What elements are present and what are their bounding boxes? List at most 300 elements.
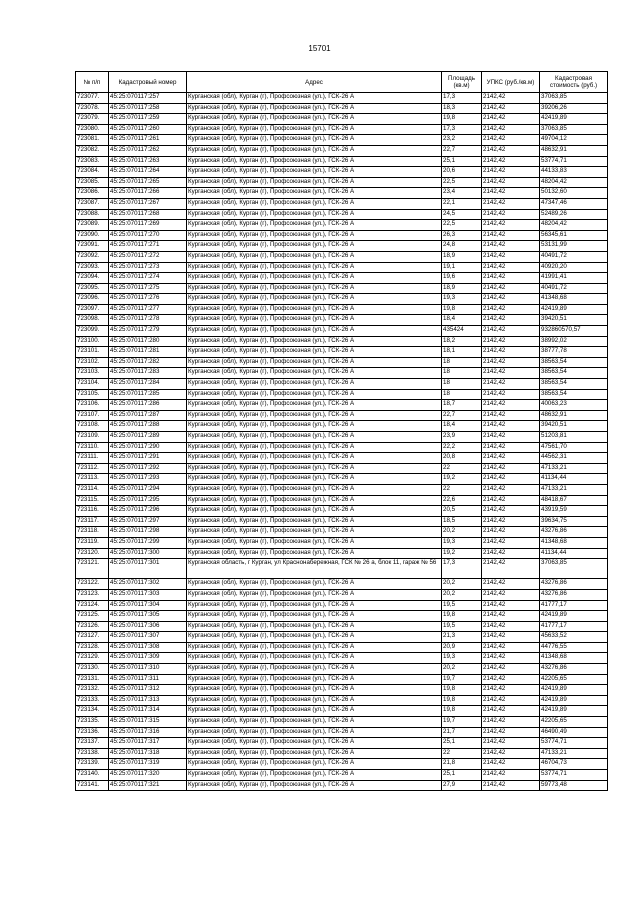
area-cell: 18 [442, 379, 482, 390]
table-row [76, 273, 608, 284]
address-cell: Курганская (обл), Курган (г), Профсоюзная (ул.), ГСК-26 А [187, 474, 442, 485]
table-row [76, 589, 608, 600]
cadastral-number-cell: 45:25:070117:273 [109, 262, 187, 273]
cadastral-number-cell: 45:25:070117:311 [109, 674, 187, 685]
address-cell: Курганская (обл), Курган (г), Профсоюзная (ул.), ГСК-26 А [187, 145, 442, 156]
area-cell: 19,5 [442, 621, 482, 632]
cadastral-number-cell: 45:25:070117:306 [109, 621, 187, 632]
table-row [76, 463, 608, 474]
area-cell: 18,7 [442, 400, 482, 411]
cadastral-value-cell: 42419,89 [540, 685, 608, 696]
address-cell: Курганская (обл), Курган (г), Профсоюзная (ул.), ГСК-26 А [187, 674, 442, 685]
address-cell: Курганская (обл), Курган (г), Профсоюзная (ул.), ГСК-26 А [187, 124, 442, 135]
table-row [76, 600, 608, 611]
cadastral-value-cell: 45633,52 [540, 632, 608, 643]
address-cell: Курганская (обл), Курган (г), Профсоюзная (ул.), ГСК-26 А [187, 93, 442, 104]
upks-cell: 2142,42 [482, 273, 540, 284]
table-row [76, 537, 608, 548]
cadastral-value-cell: 43276,86 [540, 589, 608, 600]
table-row [76, 548, 608, 559]
cadastral-value-cell: 42419,89 [540, 706, 608, 717]
cadastral-value-cell: 53774,71 [540, 738, 608, 749]
address-cell: Курганская (обл), Курган (г), Профсоюзная (ул.), ГСК-26 А [187, 326, 442, 337]
address-cell: Курганская (обл), Курган (г), Профсоюзная (ул.), ГСК-26 А [187, 294, 442, 305]
cadastral-value-cell: 41777,17 [540, 621, 608, 632]
table-row [76, 674, 608, 685]
upks-cell: 2142,42 [482, 621, 540, 632]
row-number-cell: 723110. [76, 442, 109, 453]
row-number-cell: 723119. [76, 537, 109, 548]
cadastral-value-cell: 46490,49 [540, 727, 608, 738]
area-cell: 23,2 [442, 135, 482, 146]
table-row [76, 442, 608, 453]
table-row [76, 527, 608, 538]
cadastral-number-cell: 45:25:070117:283 [109, 368, 187, 379]
cadastral-number-cell: 45:25:070117:313 [109, 695, 187, 706]
area-cell: 20,8 [442, 453, 482, 464]
cadastral-number-cell: 45:25:070117:276 [109, 294, 187, 305]
cadastral-number-cell: 45:25:070117:291 [109, 453, 187, 464]
table-row [76, 283, 608, 294]
upks-cell: 2142,42 [482, 453, 540, 464]
cadastral-number-cell: 45:25:070117:266 [109, 188, 187, 199]
upks-cell: 2142,42 [482, 695, 540, 706]
area-cell: 22,1 [442, 198, 482, 209]
upks-cell: 2142,42 [482, 653, 540, 664]
row-number-cell: 723106. [76, 400, 109, 411]
row-number-cell: 723096. [76, 294, 109, 305]
cadastral-number-cell: 45:25:070117:263 [109, 156, 187, 167]
row-number-cell: 723098. [76, 315, 109, 326]
address-cell: Курганская (обл), Курган (г), Профсоюзная (ул.), ГСК-26 А [187, 770, 442, 781]
area-cell: 19,6 [442, 273, 482, 284]
address-cell: Курганская (обл), Курган (г), Профсоюзная (ул.), ГСК-26 А [187, 717, 442, 728]
area-cell: 21,7 [442, 727, 482, 738]
cadastral-number-cell: 45:25:070117:301 [109, 559, 187, 579]
row-number-cell: 723138. [76, 748, 109, 759]
row-number-cell: 723134. [76, 706, 109, 717]
address-cell: Курганская (обл), Курган (г), Профсоюзная (ул.), ГСК-26 А [187, 336, 442, 347]
area-cell: 19,8 [442, 685, 482, 696]
row-number-cell: 723103. [76, 368, 109, 379]
cadastral-number-cell: 45:25:070117:279 [109, 326, 187, 337]
upks-cell: 2142,42 [482, 400, 540, 411]
upks-cell: 2142,42 [482, 198, 540, 209]
table-row [76, 379, 608, 390]
row-number-cell: 723088. [76, 209, 109, 220]
area-cell: 19,8 [442, 611, 482, 622]
cadastral-number-cell: 45:25:070117:282 [109, 357, 187, 368]
upks-cell: 2142,42 [482, 114, 540, 125]
cadastral-value-cell: 41348,68 [540, 653, 608, 664]
cadastral-number-cell: 45:25:070117:302 [109, 579, 187, 590]
cadastral-value-cell: 41134,44 [540, 548, 608, 559]
row-number-cell: 723108. [76, 421, 109, 432]
row-number-cell: 723083. [76, 156, 109, 167]
cadastral-number-cell: 45:25:070117:280 [109, 336, 187, 347]
row-number-cell: 723090. [76, 230, 109, 241]
address-cell: Курганская (обл), Курган (г), Профсоюзная (ул.), ГСК-26 А [187, 537, 442, 548]
address-cell: Курганская (обл), Курган (г), Профсоюзная (ул.), ГСК-26 А [187, 241, 442, 252]
upks-cell: 2142,42 [482, 230, 540, 241]
upks-cell: 2142,42 [482, 167, 540, 178]
area-cell: 24,5 [442, 209, 482, 220]
table-row [76, 421, 608, 432]
cadastral-number-cell: 45:25:070117:320 [109, 770, 187, 781]
row-number-cell: 723081. [76, 135, 109, 146]
cadastral-number-cell: 45:25:070117:274 [109, 273, 187, 284]
area-cell: 19,8 [442, 695, 482, 706]
cadastral-value-cell: 51203,81 [540, 432, 608, 443]
cadastral-value-cell: 48632,91 [540, 145, 608, 156]
table-row [76, 685, 608, 696]
cadastral-value-cell: 37063,85 [540, 124, 608, 135]
address-cell: Курганская (обл), Курган (г), Профсоюзная (ул.), ГСК-26 А [187, 283, 442, 294]
upks-cell: 2142,42 [482, 442, 540, 453]
row-number-cell: 723132. [76, 685, 109, 696]
upks-cell: 2142,42 [482, 506, 540, 517]
area-cell: 20,5 [442, 506, 482, 517]
table-row [76, 706, 608, 717]
table-row [76, 717, 608, 728]
address-cell: Курганская (обл), Курган (г), Профсоюзная (ул.), ГСК-26 А [187, 453, 442, 464]
address-cell: Курганская (обл), Курган (г), Профсоюзная (ул.), ГСК-26 А [187, 706, 442, 717]
upks-cell: 2142,42 [482, 589, 540, 600]
address-cell: Курганская (обл), Курган (г), Профсоюзная (ул.), ГСК-26 А [187, 103, 442, 114]
cadastral-number-cell: 45:25:070117:300 [109, 548, 187, 559]
cadastral-number-cell: 45:25:070117:285 [109, 389, 187, 400]
table-row [76, 653, 608, 664]
upks-cell: 2142,42 [482, 495, 540, 506]
cadastral-value-cell: 52489,26 [540, 209, 608, 220]
cadastral-value-cell: 44776,55 [540, 642, 608, 653]
area-cell: 18,3 [442, 103, 482, 114]
row-number-cell: 723095. [76, 283, 109, 294]
cadastral-value-cell: 44562,31 [540, 453, 608, 464]
table-header-row [76, 72, 608, 93]
table-row [76, 368, 608, 379]
upks-cell: 2142,42 [482, 748, 540, 759]
table-row [76, 738, 608, 749]
cadastral-number-cell: 45:25:070117:293 [109, 474, 187, 485]
table-row [76, 241, 608, 252]
table-row [76, 156, 608, 167]
upks-cell: 2142,42 [482, 209, 540, 220]
table-row [76, 453, 608, 464]
table-row [76, 410, 608, 421]
address-cell: Курганская (обл), Курган (г), Профсоюзная (ул.), ГСК-26 А [187, 357, 442, 368]
cadastral-value-cell: 38563,54 [540, 389, 608, 400]
row-number-cell: 723114. [76, 484, 109, 495]
cadastral-value-cell: 41991,41 [540, 273, 608, 284]
upks-cell: 2142,42 [482, 220, 540, 231]
cadastral-value-cell: 43919,59 [540, 506, 608, 517]
upks-cell: 2142,42 [482, 93, 540, 104]
header-cadastral-value: Кадастровая стоимость (руб.) [540, 72, 608, 93]
header-area: Площадь (кв.м) [442, 72, 482, 93]
table-row [76, 389, 608, 400]
address-cell: Курганская (обл), Курган (г), Профсоюзная (ул.), ГСК-26 А [187, 177, 442, 188]
upks-cell: 2142,42 [482, 177, 540, 188]
row-number-cell: 723136. [76, 727, 109, 738]
area-cell: 19,7 [442, 674, 482, 685]
cadastral-number-cell: 45:25:070117:261 [109, 135, 187, 146]
cadastral-number-cell: 45:25:070117:316 [109, 727, 187, 738]
upks-cell: 2142,42 [482, 262, 540, 273]
area-cell: 19,8 [442, 706, 482, 717]
table-row [76, 93, 608, 104]
cadastral-value-table [75, 71, 608, 791]
row-number-cell: 723122. [76, 579, 109, 590]
area-cell: 19,3 [442, 653, 482, 664]
address-cell: Курганская (обл), Курган (г), Профсоюзная (ул.), ГСК-26 А [187, 495, 442, 506]
area-cell: 19,8 [442, 304, 482, 315]
cadastral-value-cell: 932860570,57 [540, 326, 608, 337]
cadastral-value-cell: 48204,42 [540, 220, 608, 231]
address-cell: Курганская (обл), Курган (г), Профсоюзная (ул.), ГСК-26 А [187, 664, 442, 675]
cadastral-value-cell: 41777,17 [540, 600, 608, 611]
upks-cell: 2142,42 [482, 706, 540, 717]
row-number-cell: 723137. [76, 738, 109, 749]
address-cell: Курганская (обл), Курган (г), Профсоюзная (ул.), ГСК-26 А [187, 304, 442, 315]
address-cell: Курганская (обл), Курган (г), Профсоюзная (ул.), ГСК-26 А [187, 379, 442, 390]
upks-cell: 2142,42 [482, 336, 540, 347]
page-number: 15701 [308, 44, 331, 53]
area-cell: 21,3 [442, 632, 482, 643]
area-cell: 19,2 [442, 548, 482, 559]
area-cell: 18,9 [442, 251, 482, 262]
cadastral-value-cell: 47561,70 [540, 442, 608, 453]
row-number-cell: 723097. [76, 304, 109, 315]
area-cell: 23,4 [442, 188, 482, 199]
row-number-cell: 723117. [76, 516, 109, 527]
upks-cell: 2142,42 [482, 759, 540, 770]
area-cell: 22 [442, 748, 482, 759]
table-row [76, 474, 608, 485]
area-cell: 20,2 [442, 527, 482, 538]
cadastral-number-cell: 45:25:070117:268 [109, 209, 187, 220]
row-number-cell: 723120. [76, 548, 109, 559]
cadastral-number-cell: 45:25:070117:277 [109, 304, 187, 315]
row-number-cell: 723129. [76, 653, 109, 664]
cadastral-value-cell: 48204,42 [540, 177, 608, 188]
address-cell: Курганская (обл), Курган (г), Профсоюзная (ул.), ГСК-26 А [187, 251, 442, 262]
row-number-cell: 723131. [76, 674, 109, 685]
cadastral-number-cell: 45:25:070117:292 [109, 463, 187, 474]
cadastral-value-cell: 37063,85 [540, 93, 608, 104]
area-cell: 25,1 [442, 738, 482, 749]
area-cell: 18 [442, 357, 482, 368]
cadastral-value-cell: 46704,73 [540, 759, 608, 770]
cadastral-number-cell: 45:25:070117:319 [109, 759, 187, 770]
cadastral-number-cell: 45:25:070117:298 [109, 527, 187, 538]
area-cell: 20,6 [442, 167, 482, 178]
table-row [76, 664, 608, 675]
table-row [76, 230, 608, 241]
cadastral-value-cell: 42419,89 [540, 114, 608, 125]
address-cell: Курганская (обл), Курган (г), Профсоюзная (ул.), ГСК-26 А [187, 516, 442, 527]
cadastral-value-cell: 50132,60 [540, 188, 608, 199]
upks-cell: 2142,42 [482, 188, 540, 199]
upks-cell: 2142,42 [482, 241, 540, 252]
cadastral-value-cell: 59773,48 [540, 780, 608, 791]
cadastral-number-cell: 45:25:070117:315 [109, 717, 187, 728]
area-cell: 20,2 [442, 589, 482, 600]
table-row [76, 484, 608, 495]
table-row [76, 304, 608, 315]
area-cell: 20,9 [442, 642, 482, 653]
upks-cell: 2142,42 [482, 251, 540, 262]
cadastral-number-cell: 45:25:070117:317 [109, 738, 187, 749]
cadastral-value-cell: 42205,65 [540, 674, 608, 685]
upks-cell: 2142,42 [482, 283, 540, 294]
cadastral-value-cell: 47133,21 [540, 463, 608, 474]
table-row [76, 611, 608, 622]
cadastral-value-cell: 39420,51 [540, 421, 608, 432]
row-number-cell: 723126. [76, 621, 109, 632]
cadastral-number-cell: 45:25:070117:314 [109, 706, 187, 717]
cadastral-number-cell: 45:25:070117:305 [109, 611, 187, 622]
area-cell: 17,3 [442, 93, 482, 104]
area-cell: 20,2 [442, 579, 482, 590]
area-cell: 18,4 [442, 421, 482, 432]
cadastral-number-cell: 45:25:070117:262 [109, 145, 187, 156]
row-number-cell: 723105. [76, 389, 109, 400]
cadastral-value-cell: 42205,65 [540, 717, 608, 728]
address-cell: Курганская (обл), Курган (г), Профсоюзная (ул.), ГСК-26 А [187, 484, 442, 495]
address-cell: Курганская (обл), Курган (г), Профсоюзная (ул.), ГСК-26 А [187, 368, 442, 379]
cadastral-number-cell: 45:25:070117:281 [109, 347, 187, 358]
upks-cell: 2142,42 [482, 421, 540, 432]
row-number-cell: 723115. [76, 495, 109, 506]
row-number-cell: 723133. [76, 695, 109, 706]
address-cell: Курганская (обл), Курган (г), Профсоюзная (ул.), ГСК-26 А [187, 315, 442, 326]
cadastral-value-cell: 40920,20 [540, 262, 608, 273]
cadastral-number-cell: 45:25:070117:269 [109, 220, 187, 231]
cadastral-value-cell: 53131,99 [540, 241, 608, 252]
table-row [76, 135, 608, 146]
address-cell: Курганская (обл), Курган (г), Профсоюзная (ул.), ГСК-26 А [187, 220, 442, 231]
address-cell: Курганская (обл), Курган (г), Профсоюзная (ул.), ГСК-26 А [187, 506, 442, 517]
cadastral-value-cell: 53774,71 [540, 770, 608, 781]
upks-cell: 2142,42 [482, 410, 540, 421]
row-number-cell: 723100. [76, 336, 109, 347]
row-number-cell: 723099. [76, 326, 109, 337]
area-cell: 22,5 [442, 220, 482, 231]
upks-cell: 2142,42 [482, 304, 540, 315]
area-cell: 25,1 [442, 770, 482, 781]
address-cell: Курганская (обл), Курган (г), Профсоюзная (ул.), ГСК-26 А [187, 748, 442, 759]
upks-cell: 2142,42 [482, 347, 540, 358]
cadastral-number-cell: 45:25:070117:270 [109, 230, 187, 241]
address-cell: Курганская (обл), Курган (г), Профсоюзная (ул.), ГСК-26 А [187, 389, 442, 400]
cadastral-number-cell: 45:25:070117:321 [109, 780, 187, 791]
row-number-cell: 723123. [76, 589, 109, 600]
area-cell: 22,7 [442, 145, 482, 156]
address-cell: Курганская (обл), Курган (г), Профсоюзная (ул.), ГСК-26 А [187, 198, 442, 209]
cadastral-number-cell: 45:25:070117:310 [109, 664, 187, 675]
cadastral-value-cell: 39420,51 [540, 315, 608, 326]
row-number-cell: 723111. [76, 453, 109, 464]
row-number-cell: 723089. [76, 220, 109, 231]
table-row [76, 251, 608, 262]
area-cell: 25,1 [442, 156, 482, 167]
address-cell: Курганская (обл), Курган (г), Профсоюзная (ул.), ГСК-26 А [187, 432, 442, 443]
row-number-cell: 723101. [76, 347, 109, 358]
upks-cell: 2142,42 [482, 674, 540, 685]
table-row [76, 188, 608, 199]
upks-cell: 2142,42 [482, 368, 540, 379]
table-row [76, 632, 608, 643]
cadastral-number-cell: 45:25:070117:259 [109, 114, 187, 125]
cadastral-number-cell: 45:25:070117:304 [109, 600, 187, 611]
upks-cell: 2142,42 [482, 145, 540, 156]
address-cell: Курганская (обл), Курган (г), Профсоюзная (ул.), ГСК-26 А [187, 685, 442, 696]
cadastral-value-cell: 37063,85 [540, 559, 608, 579]
cadastral-number-cell: 45:25:070117:271 [109, 241, 187, 252]
cadastral-number-cell: 45:25:070117:278 [109, 315, 187, 326]
cadastral-value-cell: 56345,61 [540, 230, 608, 241]
cadastral-value-cell: 43276,86 [540, 579, 608, 590]
header-upks: УПКС (руб./кв.м) [482, 72, 540, 93]
area-cell: 18,9 [442, 283, 482, 294]
area-cell: 22,6 [442, 495, 482, 506]
area-cell: 24,8 [442, 241, 482, 252]
table-row [76, 695, 608, 706]
address-cell: Курганская (обл), Курган (г), Профсоюзная (ул.), ГСК-26 А [187, 156, 442, 167]
cadastral-value-cell: 38563,54 [540, 357, 608, 368]
cadastral-number-cell: 45:25:070117:265 [109, 177, 187, 188]
cadastral-number-cell: 45:25:070117:318 [109, 748, 187, 759]
table-row [76, 326, 608, 337]
area-cell: 22 [442, 463, 482, 474]
row-number-cell: 723092. [76, 251, 109, 262]
cadastral-number-cell: 45:25:070117:284 [109, 379, 187, 390]
cadastral-value-cell: 43276,86 [540, 527, 608, 538]
address-cell: Курганская (обл), Курган (г), Профсоюзная (ул.), ГСК-26 А [187, 421, 442, 432]
row-number-cell: 723078. [76, 103, 109, 114]
address-cell: Курганская (обл), Курган (г), Профсоюзная (ул.), ГСК-26 А [187, 527, 442, 538]
row-number-cell: 723077. [76, 93, 109, 104]
cadastral-value-cell: 49704,12 [540, 135, 608, 146]
cadastral-number-cell: 45:25:070117:257 [109, 93, 187, 104]
cadastral-number-cell: 45:25:070117:303 [109, 589, 187, 600]
address-cell: Курганская (обл), Курган (г), Профсоюзная (ул.), ГСК-26 А [187, 442, 442, 453]
cadastral-number-cell: 45:25:070117:296 [109, 506, 187, 517]
cadastral-number-cell: 45:25:070117:309 [109, 653, 187, 664]
table-row [76, 262, 608, 273]
cadastral-value-cell: 48632,91 [540, 410, 608, 421]
area-cell: 19,5 [442, 600, 482, 611]
row-number-cell: 723086. [76, 188, 109, 199]
area-cell: 19,3 [442, 537, 482, 548]
cadastral-number-cell: 45:25:070117:299 [109, 537, 187, 548]
table-row [76, 347, 608, 358]
area-cell: 23,9 [442, 432, 482, 443]
address-cell: Курганская (обл), Курган (г), Профсоюзная (ул.), ГСК-26 А [187, 273, 442, 284]
upks-cell: 2142,42 [482, 632, 540, 643]
cadastral-value-cell: 41348,68 [540, 537, 608, 548]
address-cell: Курганская (обл), Курган (г), Профсоюзная (ул.), ГСК-26 А [187, 579, 442, 590]
area-cell: 18,4 [442, 315, 482, 326]
address-cell: Курганская (обл), Курган (г), Профсоюзная (ул.), ГСК-26 А [187, 463, 442, 474]
address-cell: Курганская (обл), Курган (г), Профсоюзная (ул.), ГСК-26 А [187, 114, 442, 125]
cadastral-value-cell: 42419,89 [540, 611, 608, 622]
address-cell: Курганская (обл), Курган (г), Профсоюзная (ул.), ГСК-26 А [187, 621, 442, 632]
upks-cell: 2142,42 [482, 516, 540, 527]
address-cell: Курганская (обл), Курган (г), Профсоюзная (ул.), ГСК-26 А [187, 188, 442, 199]
cadastral-number-cell: 45:25:070117:267 [109, 198, 187, 209]
